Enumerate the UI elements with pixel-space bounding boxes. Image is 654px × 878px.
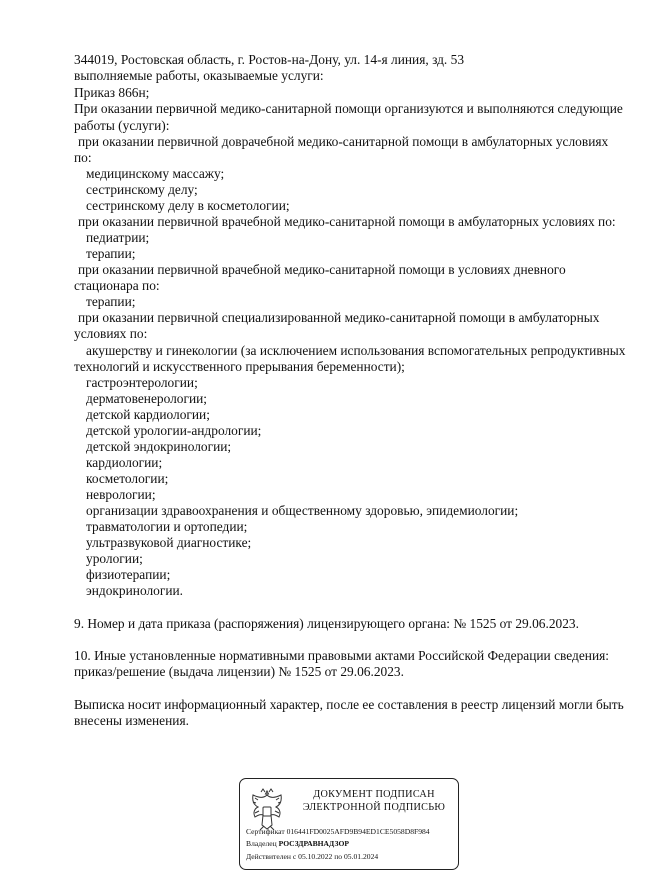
text-line: работы (услуги): [74,118,170,133]
text-line: внесены изменения. [74,713,189,728]
owner-label: Владелец [246,839,277,848]
list-item: детской эндокринологии; [86,439,232,454]
stamp-title-line: ЭЛЕКТРОННОЙ ПОДПИСЬЮ [302,802,446,813]
validity-row [246,852,378,862]
text-line: Выписка носит информационный характер, после ее составления в реестр лицензий могли быть [74,697,624,712]
certificate-row [246,827,430,837]
list-item: медицинскому массажу; [86,166,225,181]
list-item: ультразвуковой диагностике; [86,535,252,550]
text-line: приказ/решение (выдача лицензии) № 1525 от 29.06.2023. [74,664,404,679]
text-line: стационара по: [74,278,160,293]
owner-row [246,839,349,849]
list-item: терапии; [86,246,136,261]
valid-from: 05.10.2022 [298,852,333,861]
list-item: организации здравоохранения и общественному здоровью, эпидемиологии; [86,503,519,518]
text-line: при оказании первичной доврачебной медико-санитарной помощи в амбулаторных условиях [78,134,609,149]
text-line: Приказ 866н; [74,85,150,100]
signature-stamp [239,778,459,870]
list-item: детской кардиологии; [86,407,210,422]
text-line: по: [74,150,92,165]
text-line: технологий и искусственного прерывания беременности); [74,359,405,374]
stamp-title-line: ДОКУМЕНТ ПОДПИСАН [313,789,435,800]
certificate-value: 016441FD0025AFD9B94ED1CE5058D8F984 [286,827,430,836]
list-item: детской урологии-андрологии; [86,423,262,438]
list-item: дерматовенерологии; [86,391,208,406]
list-item: эндокринологии. [86,583,184,598]
list-item: терапии; [86,294,136,309]
text-line: при оказании первичной врачебной медико-санитарной помощи в амбулаторных условиях по: [78,214,616,229]
text-line: 9. Номер и дата приказа (распоряжения) лицензирующего органа: № 1525 от 29.06.2023. [74,616,579,631]
owner-value: РОСЗДРАВНАДЗОР [278,839,350,848]
text-line: при оказании первичной специализированной медико-санитарной помощи в амбулаторных [78,310,600,325]
list-item: физиотерапии; [86,567,171,582]
text-line: 10. Иные установленные нормативными правовыми актами Российской Федерации сведения: [74,648,609,663]
list-item: сестринскому делу; [86,182,198,197]
certificate-label: Сертификат [246,827,285,836]
list-item: сестринскому делу в косметологии; [86,198,290,213]
valid-label: Действителен с [246,852,297,861]
list-item: гастроэнтерологии; [86,375,198,390]
list-item: косметологии; [86,471,169,486]
valid-to-label: по [334,852,343,861]
text-line: выполняемые работы, оказываемые услуги: [74,68,324,83]
text-line: при оказании первичной врачебной медико-санитарной помощи в условиях дневного [78,262,566,277]
list-item: травматологии и ортопедии; [86,519,248,534]
list-item: урологии; [86,551,143,566]
text-line: При оказании первичной медико-санитарной помощи организуются и выполняются следующие [74,101,623,116]
list-item: кардиологии; [86,455,163,470]
list-item: педиатрии; [86,230,150,245]
list-item: неврологии; [86,487,156,502]
valid-to: 05.01.2024 [344,852,379,861]
list-item: акушерству и гинекологии (за исключением использования вспомогательных репродуктивных [86,343,626,358]
stamp-title [294,788,454,814]
text-line: 344019, Ростовская область, г. Ростов-на-Дону, ул. 14-я линия, зд. 53 [74,52,465,67]
text-line: условиях по: [74,326,148,341]
